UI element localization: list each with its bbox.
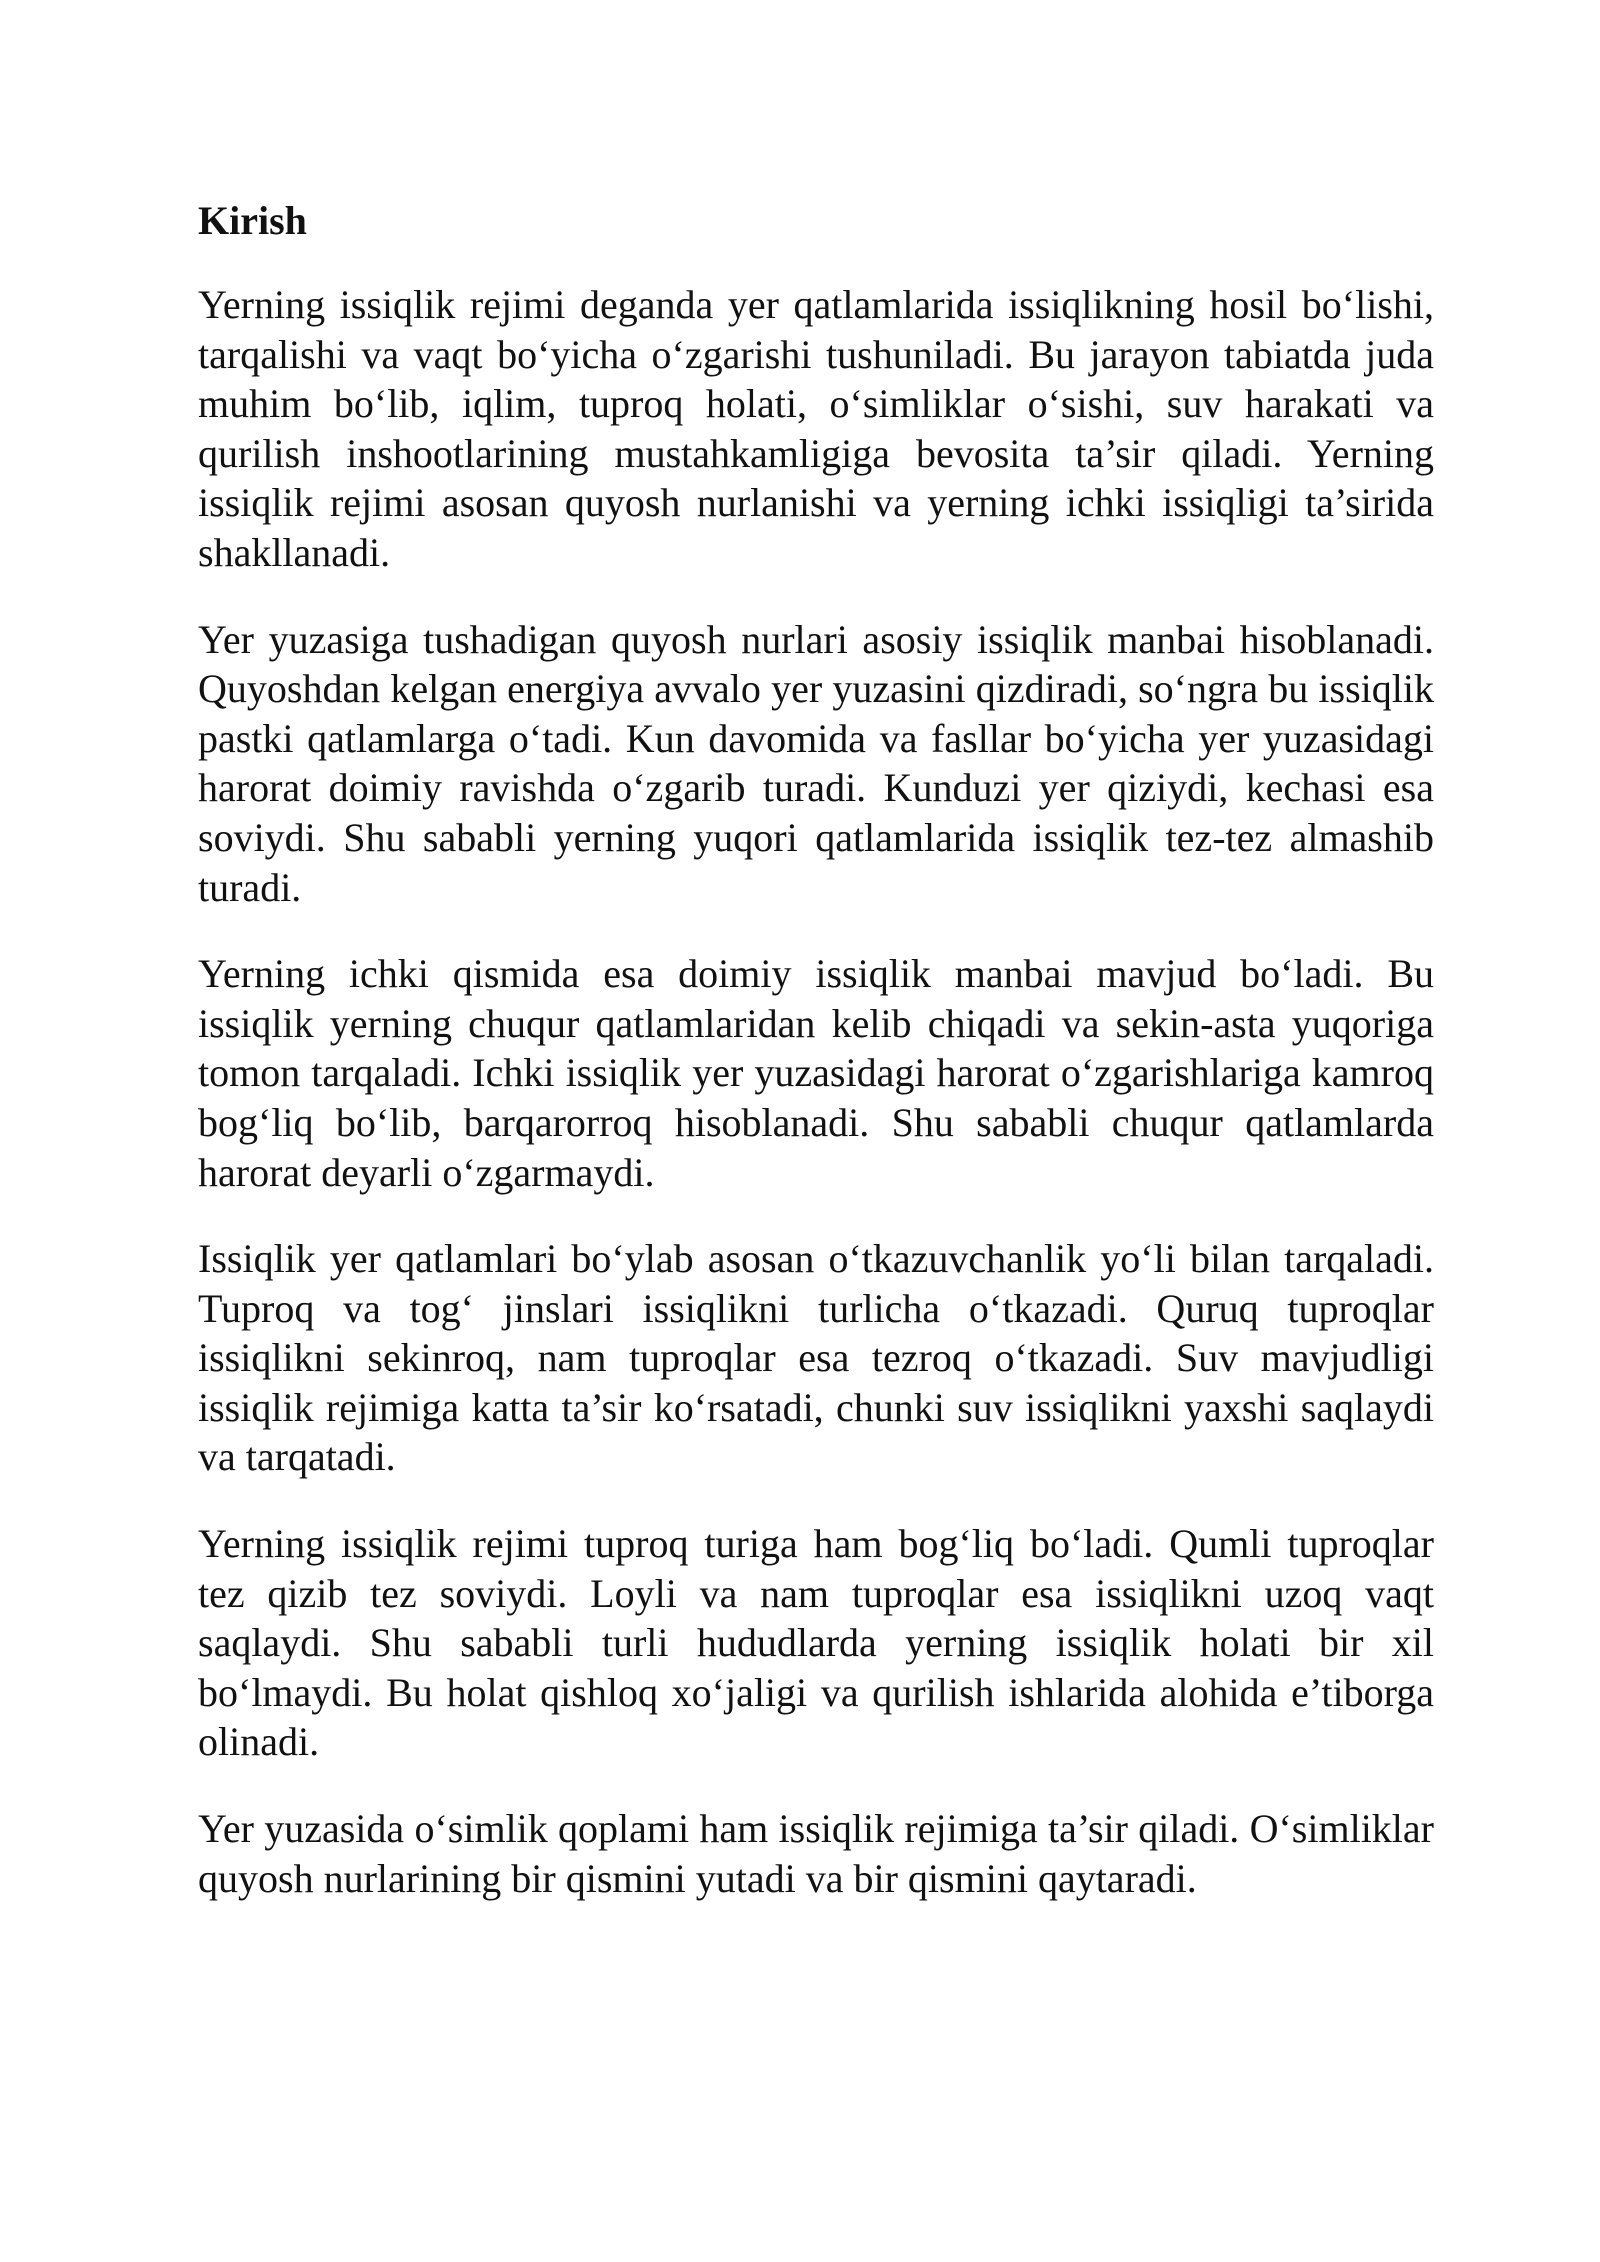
paragraph-2: Yer yuzasiga tushadigan quyosh nurlari asosiy issiqlik manbai hisoblanadi. Quyoshdan kelgan energiya avvalo yer yuzasini qizdiradi, so‘ngra bu issiqlik pastki qatlamlarga o‘tadi. Kun davomida va fasllar bo‘yicha yer yuzasidagi harorat doimiy ravishda o‘zgarib turadi. Kunduzi yer qiziydi, kechasi esa soviydi. Shu sababli yerning yuqori qatlamlarida issiqlik tez-tez almashib turadi. [198, 616, 1434, 910]
section-heading: Kirish [198, 198, 307, 243]
paragraph-3: Yerning ichki qismida esa doimiy issiqlik manbai mavjud bo‘ladi. Bu issiqlik yerning chuqur qatlamlaridan kelib chiqadi va sekin-asta yuqoriga tomon tarqaladi. Ichki issiqlik yer yuzasidagi harorat o‘zgarishlariga kamroq bog‘liq bo‘lib, barqarorroq hisoblanadi. Shu sababli chuqur qatlamlarda harorat deyarli o‘zgarmaydi. [198, 951, 1434, 1195]
document-page [198, 192, 1434, 1940]
paragraph-4: Issiqlik yer qatlamlari bo‘ylab asosan o‘tkazuvchanlik yo‘li bilan tarqaladi. Tuproq va tog‘ jinslari issiqlikni turlicha o‘tkazadi. Quruq tuproqlar issiqlikni sekinroq, nam tuproqlar esa tezroq o‘tkazadi. Suv mavjudligi issiqlik rejimiga katta ta’sir ko‘rsatadi, chunki suv issiqlikni yaxshi saqlaydi va tarqatadi. [198, 1236, 1434, 1480]
paragraph-5: Yerning issiqlik rejimi tuproq turiga ham bog‘liq bo‘ladi. Qumli tuproqlar tez qizib tez soviydi. Loyli va nam tuproqlar esa issiqlikni uzoq vaqt saqlaydi. Shu sababli turli hududlarda yerning issiqlik holati bir xil bo‘lmaydi. Bu holat qishloq xo‘jaligi va qurilish ishlarida alohida e’tiborga olinadi. [198, 1521, 1434, 1765]
paragraph-1: Yerning issiqlik rejimi deganda yer qatlamlarida issiqlikning hosil bo‘lishi, tarqalishi va vaqt bo‘yicha o‘zgarishi tushuniladi. Bu jarayon tabiatda juda muhim bo‘lib, iqlim, tuproq holati, o‘simliklar o‘sishi, suv harakati va qurilish inshootlarining mustahkamligiga bevosita ta’sir qiladi. Yerning issiqlik rejimi asosan quyosh nurlanishi va yerning ichki issiqligi ta’sirida shakllanadi. [198, 282, 1434, 575]
paragraph-6: Yer yuzasida o‘simlik qoplami ham issiqlik rejimiga ta’sir qiladi. O‘simliklar quyosh nurlarining bir qismini yutadi va bir qismini qaytaradi. [198, 1806, 1434, 1901]
